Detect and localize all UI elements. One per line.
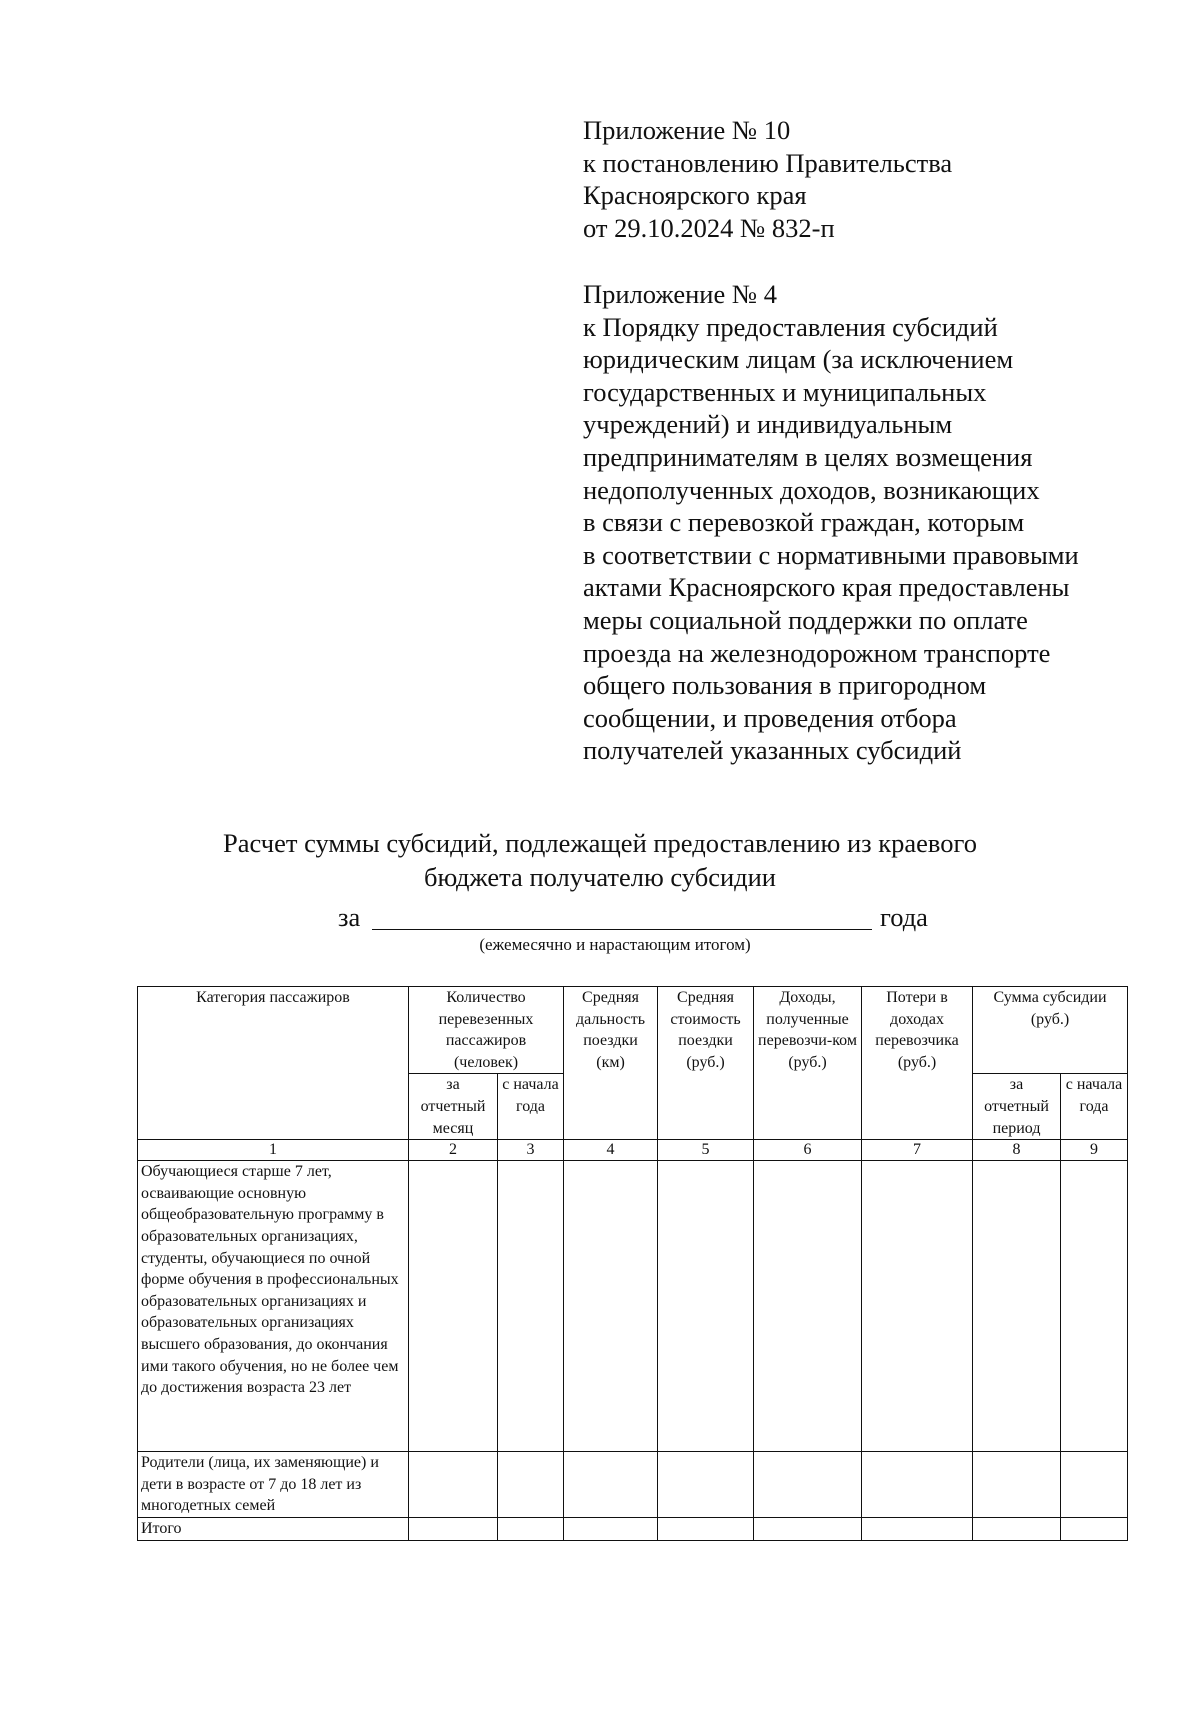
subsidy-calculation-table	[137, 986, 1128, 1541]
category-large-families: Родители (лица, их заменяющие) и дети в возрасте от 7 до 18 лет из многодетных семей	[138, 1452, 409, 1518]
appendix-4-line: меры социальной поддержки по оплате	[583, 604, 1028, 635]
appendix-10-line: к постановлению Правительства	[583, 147, 953, 178]
period-suffix: года	[880, 902, 928, 932]
document-title	[0, 826, 1200, 894]
table-row	[138, 1161, 1128, 1452]
empty-cell	[564, 1161, 658, 1452]
table-row	[138, 1452, 1128, 1518]
header-passengers: Количество перевезенных пассажиров (человек)	[409, 987, 564, 1074]
empty-cell	[564, 1452, 658, 1518]
appendix-4-line: получателей указанных субсидий	[583, 735, 962, 766]
empty-cell	[498, 1517, 564, 1540]
empty-cell	[409, 1517, 498, 1540]
column-number: 1	[138, 1140, 409, 1161]
appendix-10-block	[583, 114, 1143, 244]
appendix-4-line: Приложение № 4	[583, 279, 778, 309]
empty-cell	[658, 1161, 754, 1452]
column-number: 6	[754, 1140, 862, 1161]
column-number-row	[138, 1140, 1128, 1161]
header-passengers-year: с начала года	[498, 1074, 564, 1140]
empty-cell	[658, 1517, 754, 1540]
column-number: 5	[658, 1140, 754, 1161]
appendix-4-line: к Порядку предоставления субсидий	[583, 311, 998, 342]
title-line-2: бюджета получателю субсидии	[424, 862, 776, 892]
empty-cell	[754, 1517, 862, 1540]
header-distance: Средняя дальность поездки (км)	[564, 987, 658, 1140]
period-prefix: за	[338, 902, 361, 932]
header-passengers-month: за отчетный месяц	[409, 1074, 498, 1140]
period-hint: (ежемесячно и нарастающим итогом)	[479, 935, 751, 954]
title-line-1: Расчет суммы субсидий, подлежащей предоставлению из краевого	[223, 828, 977, 858]
appendix-4-line: общего пользования в пригородном	[583, 670, 987, 701]
empty-cell	[862, 1161, 973, 1452]
appendix-4-line: проезда на железнодорожном транспорте	[583, 637, 1051, 668]
empty-cell	[498, 1452, 564, 1518]
empty-cell	[973, 1452, 1061, 1518]
appendix-4-line: учреждений) и индивидуальным	[583, 409, 953, 440]
appendix-4-block	[583, 278, 1143, 767]
empty-cell	[862, 1452, 973, 1518]
appendix-10-line: Красноярского края	[583, 180, 807, 211]
header-subsidy: Сумма субсидии (руб.)	[973, 987, 1128, 1074]
category-students: Обучающиеся старше 7 лет, осваивающие основную общеобразовательную программу в образовательных организациях, студенты, обучающиеся по очной форме обучения в профессиональных образовательных организациях и образовательных организациях высшего образования, до окончания ими такого обучения, но не более чем до достижения возраста 23 лет	[138, 1161, 409, 1452]
header-subsidy-year: с начала года	[1061, 1074, 1128, 1140]
header-losses: Потери в доходах перевозчика (руб.)	[862, 987, 973, 1140]
empty-cell	[862, 1517, 973, 1540]
empty-cell	[658, 1452, 754, 1518]
table-row-total	[138, 1517, 1128, 1540]
empty-cell	[754, 1452, 862, 1518]
empty-cell	[754, 1161, 862, 1452]
empty-cell	[1061, 1161, 1128, 1452]
column-number: 2	[409, 1140, 498, 1161]
period-row	[0, 900, 1200, 934]
column-number: 3	[498, 1140, 564, 1161]
appendix-4-line: актами Красноярского края предоставлены	[583, 572, 1070, 603]
header-category: Категория пассажиров	[138, 987, 409, 1140]
period-blank-line	[372, 929, 872, 930]
appendix-4-line: в связи с перевозкой граждан, которым	[583, 507, 1025, 538]
empty-cell	[409, 1161, 498, 1452]
empty-cell	[409, 1452, 498, 1518]
header-subsidy-period: за отчетный период	[973, 1074, 1061, 1140]
empty-cell	[1061, 1517, 1128, 1540]
category-total: Итого	[138, 1517, 409, 1540]
empty-cell	[973, 1161, 1061, 1452]
empty-cell	[1061, 1452, 1128, 1518]
appendix-4-line: сообщении, и проведения отбора	[583, 702, 957, 733]
column-number: 8	[973, 1140, 1061, 1161]
appendix-4-line: недополученных доходов, возникающих	[583, 474, 1040, 505]
appendix-4-line: предпринимателям в целях возмещения	[583, 441, 1033, 472]
appendix-10-line: от 29.10.2024 № 832-п	[583, 212, 835, 243]
column-number: 9	[1061, 1140, 1128, 1161]
empty-cell	[564, 1517, 658, 1540]
column-number: 4	[564, 1140, 658, 1161]
appendix-4-line: юридическим лицам (за исключением	[583, 344, 1014, 375]
empty-cell	[973, 1517, 1061, 1540]
appendix-4-line: в соответствии с нормативными правовыми	[583, 539, 1079, 570]
header-income: Доходы, полученные перевозчи-ком (руб.)	[754, 987, 862, 1140]
appendix-4-line: государственных и муниципальных	[583, 376, 987, 407]
empty-cell	[498, 1161, 564, 1452]
header-cost: Средняя стоимость поездки (руб.)	[658, 987, 754, 1140]
column-number: 7	[862, 1140, 973, 1161]
appendix-10-line: Приложение № 10	[583, 115, 791, 145]
